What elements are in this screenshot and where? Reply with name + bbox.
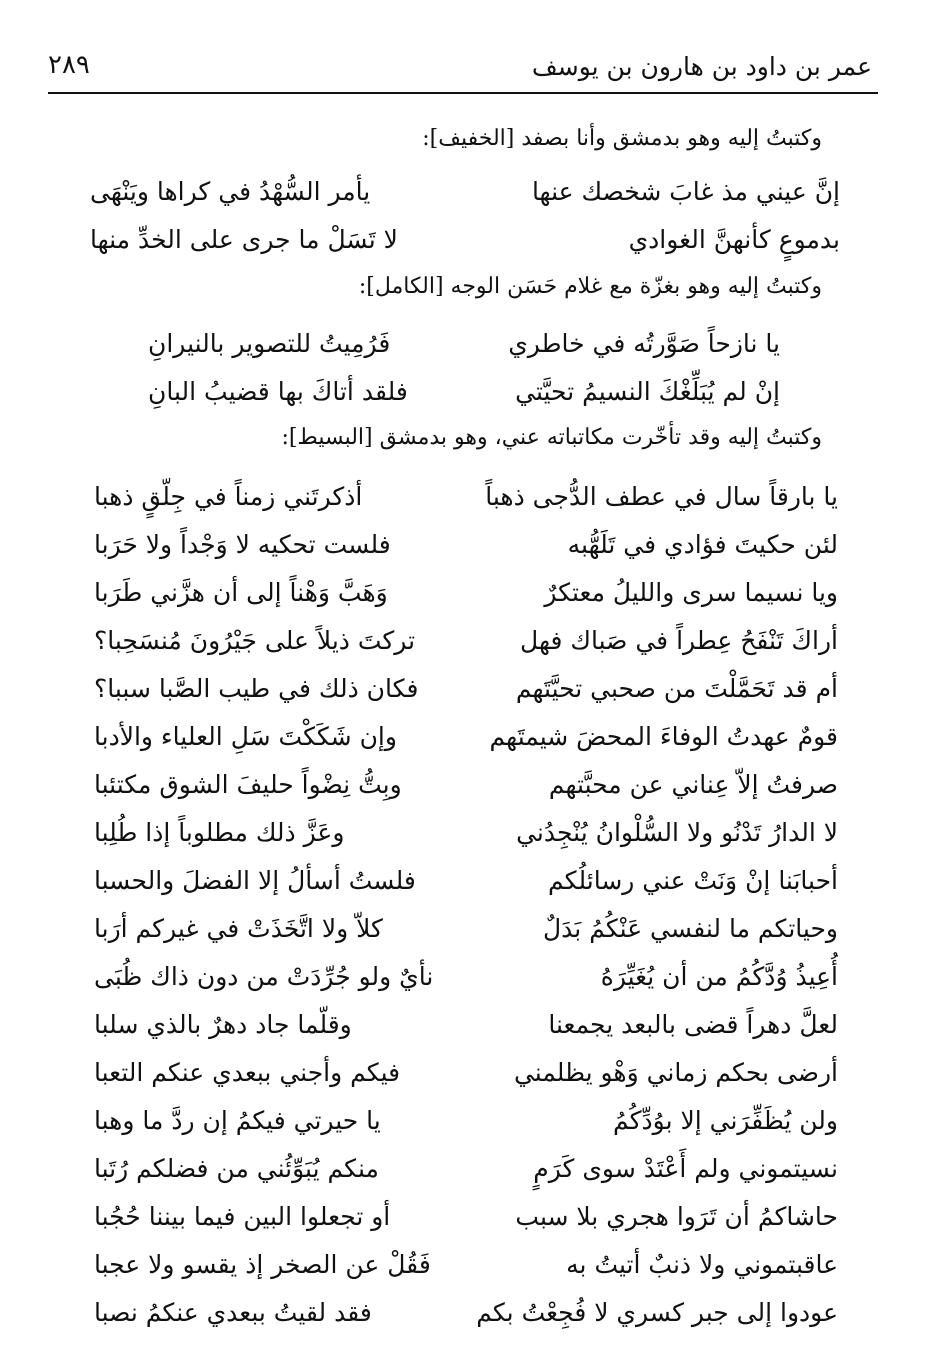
- verse: [94, 1195, 838, 1239]
- verse-first-hemistich: ويا نسيما سرى والليلُ معتكرٌ: [544, 578, 838, 607]
- verse-second-hemistich: فكان ذلك في طيب الصَّبا سببا؟: [94, 674, 419, 703]
- verse-second-hemistich: فلقد أتاكَ بها قضيبُ البانِ: [148, 377, 408, 406]
- verse-first-hemistich: لئن حكيتَ فؤادي في تَلَهُّبه: [567, 530, 838, 559]
- verse: [94, 523, 838, 567]
- verse-second-hemistich: يأمر السُّهْدُ في كراها ويَنْهَى: [90, 177, 371, 206]
- verse-second-hemistich: وبِتُّ نِضْواً حليفَ الشوق مكتئبا: [94, 770, 402, 799]
- verse: [94, 475, 838, 519]
- verse-first-hemistich: لعلَّ دهراً قضى بالبعد يجمعنا: [548, 1010, 838, 1039]
- verse-second-hemistich: فقد لقيتُ ببعدي عنكمُ نصبا: [94, 1298, 372, 1327]
- verse-first-hemistich: لا الدارُ تَدْنُو ولا السُّلْوانُ يُنْجِدُني: [516, 818, 838, 847]
- intro-line: وكتبتُ إليه وهو بغزّة مع غلام حَسَن الوجه [الكامل]:: [358, 274, 822, 299]
- verse-first-hemistich: أرضى بحكم زماني وَهْو يظلمني: [513, 1058, 838, 1087]
- verse-second-hemistich: وَهَبَّ وَهْناً إلى أن هزَّني طَرَبا: [94, 578, 388, 607]
- verse-second-hemistich: أو تجعلوا البين فيما بيننا حُجُبا: [94, 1202, 391, 1231]
- verse: [94, 1003, 838, 1047]
- verse-first-hemistich: ولن يُظَفِّرَني إلا بوُدِّكُمُ: [612, 1106, 838, 1135]
- verse-first-hemistich: عاقبتموني ولا ذنبٌ أتيتُ به: [566, 1250, 838, 1279]
- verse-first-hemistich: أُعِيذُ وُدَّكُمُ من أن يُغَيِّرَهُ: [600, 962, 838, 991]
- verse: [94, 955, 838, 999]
- verse-second-hemistich: وقلّما جاد دهرٌ بالذي سلبا: [94, 1010, 352, 1039]
- verse: [148, 322, 780, 366]
- verse: [94, 811, 838, 855]
- verse: [148, 370, 780, 414]
- verse-first-hemistich: إنْ لم يُبَلِّغْكَ النسيمُ تحيَّتي: [515, 377, 780, 406]
- verse-first-hemistich: صرفتُ إلاّ عِناني عن محبَّتهم: [548, 770, 838, 799]
- verse: [94, 667, 838, 711]
- verse-second-hemistich: فيكم وأجني ببعدي عنكم التعبا: [94, 1058, 401, 1087]
- verse-first-hemistich: إنَّ عيني مذ غابَ شخصك عنها: [531, 177, 840, 206]
- intro-line: وكتبتُ إليه وقد تأخّرت مكاتباته عني، وهو بدمشق [البسيط]:: [281, 425, 822, 450]
- verse-second-hemistich: لا تَسَلْ ما جرى على الخدِّ منها: [90, 225, 398, 254]
- intro-line: وكتبتُ إليه وهو بدمشق وأنا بصفد [الخفيف]:: [422, 126, 822, 151]
- verse: [94, 1099, 838, 1143]
- verse-second-hemistich: منكم يُبَوِّئُني من فضلكم رُتَبا: [94, 1154, 379, 1183]
- verse-second-hemistich: وإن شَكَكْتَ سَلِ العلياء والأدبا: [94, 722, 397, 751]
- verse: [94, 907, 838, 951]
- verse-first-hemistich: يا بارقاً سال في عطف الدُّجى ذهباً: [485, 482, 838, 511]
- verse-second-hemistich: كلاّ ولا اتَّخَذَتْ في غيركم أرَبا: [94, 914, 383, 943]
- verse-first-hemistich: أحبابَنا إنْ وَنَتْ عني رسائلُكم: [548, 866, 838, 895]
- verse: [94, 619, 838, 663]
- verse-second-hemistich: نأيٌ ولو جُرِّدَتْ من دون ذاك ظُبَى: [94, 962, 434, 991]
- running-title: عمر بن داود بن هارون بن يوسف: [531, 52, 872, 81]
- verse: [94, 1243, 838, 1287]
- verse-first-hemistich: نسيتموني ولم أَعْتَدْ سوى كَرَمٍ: [533, 1154, 838, 1183]
- verse-first-hemistich: يا نازحاً صَوَّرتُه في خاطري: [508, 329, 780, 358]
- verse-first-hemistich: وحياتكم ما لنفسي عَنْكُمُ بَدَلٌ: [543, 914, 838, 943]
- verse: [94, 763, 838, 807]
- verse: [94, 1051, 838, 1095]
- verse-second-hemistich: فلستُ أسألُ إلا الفضلَ والحسبا: [94, 866, 416, 895]
- page-number: ٢٨٩: [48, 50, 90, 80]
- page-header: [48, 42, 878, 90]
- verse-first-hemistich: حاشاكمُ أن تَرَوا هجري بلا سبب: [515, 1202, 838, 1231]
- verse: [94, 715, 838, 759]
- verse: [90, 170, 840, 214]
- verse-first-hemistich: أم قد تَحَمَّلْتَ من صحبي تحيَّتَهم: [515, 674, 838, 703]
- verse: [94, 859, 838, 903]
- verse: [94, 1147, 838, 1191]
- verse: [90, 218, 840, 262]
- verse: [94, 1291, 838, 1335]
- verse-second-hemistich: فلست تحكيه لا وَجْداً ولا حَرَبا: [94, 530, 391, 559]
- verse-first-hemistich: قومٌ عهدتُ الوفاءَ المحضَ شيمتَهم: [489, 722, 838, 751]
- verse-first-hemistich: عودوا إلى جبر كسري لا فُجِعْتُ بكم: [476, 1298, 838, 1327]
- verse-second-hemistich: تركتَ ذيلاً على جَيْرُونَ مُنسَحِبا؟: [94, 626, 416, 655]
- verse-first-hemistich: أراكَ تَنْفَحُ عِطراً في صَباك فهل: [520, 626, 838, 655]
- verse-second-hemistich: أذكرتَني زمناً في جِلّقٍ ذهبا: [94, 482, 363, 511]
- verse-second-hemistich: فَرُمِيتُ للتصوير بالنيرانِ: [148, 329, 391, 358]
- verse-second-hemistich: وعَزَّ ذلك مطلوباً إذا طُلِبا: [94, 818, 345, 847]
- verse: [94, 571, 838, 615]
- verse-second-hemistich: يا حيرتي فيكمُ إن ردَّ ما وهبا: [94, 1106, 381, 1135]
- verse-second-hemistich: فَقُلْ عن الصخر إذ يقسو ولا عجبا: [94, 1250, 431, 1279]
- verse-first-hemistich: بدموعٍ كأنهنَّ الغوادي: [628, 225, 840, 254]
- header-rule: [48, 92, 878, 94]
